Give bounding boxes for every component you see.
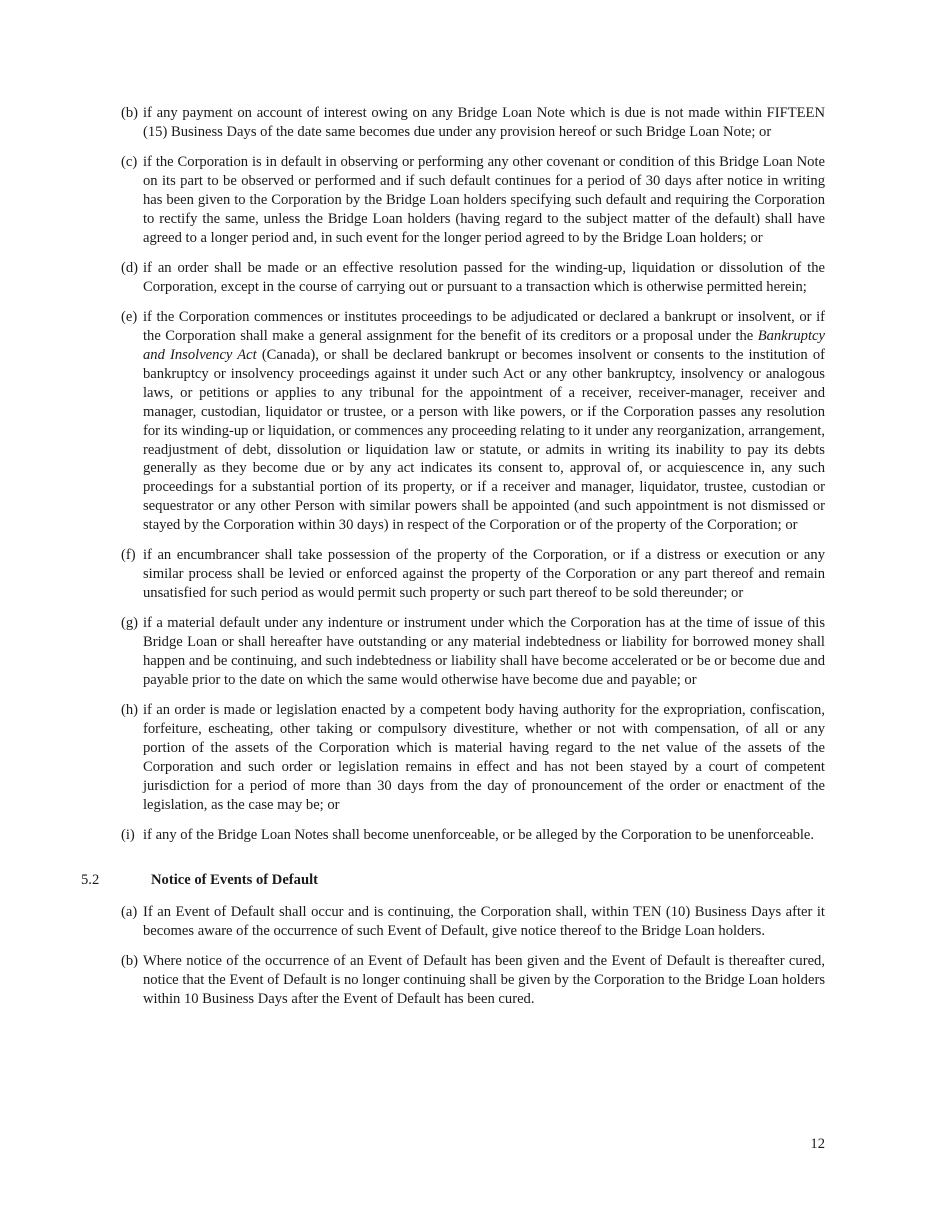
clause-f — [103, 546, 825, 603]
clause-text: if an order is made or legislation enacted by a competent body having authority for the expropriation, confiscation, forfeiture, escheating, other taking or compulsory divestiture, whether or not with compensation, of all or any portion of the assets of the Corporation which is material having regard to the net value of the assets of the Corporation and such order or legislation remains in effect and has not been stayed by a court of competent jurisdiction for a period of more than 30 days from the day of pronouncement of the order or enactment of the legislation, as the case may be; or — [143, 702, 825, 813]
clause-marker: (b) — [121, 105, 139, 121]
clause-d — [103, 259, 825, 297]
clause-marker: (i) — [121, 826, 135, 843]
clause-text: if any of the Bridge Loan Notes shall become unenforceable, or be alleged by the Corporation to be unenforceable. — [143, 826, 815, 843]
clause-text: if an order shall be made or an effective resolution passed for the winding-up, liquidation or dissolution of the Corporation, except in the course of carrying out or pursuant to a transaction which is otherwise permitted herein; — [143, 259, 825, 295]
page-number: 12 — [810, 1136, 825, 1153]
clause-e — [103, 308, 825, 536]
clause-text — [143, 308, 825, 536]
events-of-default-clause-list — [103, 104, 825, 845]
section-heading-5-2 — [81, 871, 825, 890]
clause-text: if a material default under any indenture or instrument under which the Corporation has at the time of issue of this Bridge Loan or shall hereafter have outstanding or any material indebtedness or liability for borrowed money shall happen and be continuing, and such indebtedness or liability shall have become accelerated or be or become due and payable prior to the date on which the same would otherwise have become due and payable; or — [143, 615, 825, 689]
clause-text: if an encumbrancer shall take possession of the property of the Corporation, or if a distress or execution or any similar process shall be levied or enforced against the property of the Corporation or any part thereof and remain unsatisfied for such period as would permit such property or such part thereof to be sold thereunder; or — [143, 547, 825, 602]
clause-text-part-2: (Canada), or shall be declared bankrupt or becomes insolvent or consents to the institution of bankruptcy or insolvency proceedings against it under such Act or any other bankruptcy, insolvency or analogous laws, or petitions or applies to any tribunal for the appointment of a receiver, receiver-manager, receiver and manager, custodian, liquidator or trustee, or a person with like powers, or if the Corporation passes any resolution for its winding-up or liquidation, or commences any proceeding relating to it under any reorganization, arrangement, readjustment of debt, dissolution or liquidation law or statute, or admits in writing its inability to pay its debts generally as they become due or by any act indicates its consent to, approval of, or acquiescence in, any such proceedings for a substantial portion of its property, or if a receiver and manager, liquidator, trustee, custodian or sequestrator or any other Person with similar powers shall be appointed (and such appointment is not dismissed or stayed by the Corporation within 30 days) in respect of the Corporation or of the property of the Corporation; or — [143, 346, 826, 534]
section-number: 5.2 — [81, 871, 100, 888]
clause-marker: (d) — [121, 259, 139, 276]
section-5-2-clause-list — [103, 903, 825, 1009]
clause-b — [103, 104, 825, 142]
clause-text: If an Event of Default shall occur and is continuing, the Corporation shall, within TEN (10) Business Days after it becomes aware of the occurrence of such Event of Default, give notice thereof to the Bridge Loan holders. — [143, 903, 825, 939]
section-clause-a — [103, 903, 825, 941]
clause-text-part-1: if the Corporation commences or institutes proceedings to be adjudicated or declared a bankrupt or insolvent, or if the Corporation shall make a general assignment for the benefit of its creditors or a proposal under the — [143, 308, 825, 344]
clause-marker: (a) — [121, 903, 138, 920]
clause-marker: (c) — [121, 153, 138, 170]
clause-text: if any payment on account of interest owing on any Bridge Loan Note which is due is not made within FIFTEEN (15) Business Days of the date same becomes due under any provision hereof or such Bridge Loan Note; or — [143, 105, 825, 140]
clause-h — [103, 701, 825, 815]
clause-marker: (e) — [121, 308, 138, 325]
section-clause-b — [103, 952, 825, 1009]
clause-marker: (f) — [121, 547, 136, 564]
clause-c — [103, 153, 825, 248]
clause-marker: (g) — [121, 615, 139, 632]
clause-i — [103, 826, 825, 845]
clause-marker: (b) — [121, 952, 139, 969]
clause-text: if the Corporation is in default in observing or performing any other covenant or condition of this Bridge Loan Note on its part to be observed or performed and if such default continues for a period of 30 days after notice in writing has been given to the Corporation by the Bridge Loan holders specifying such default and requiring the Corporation to rectify the same, unless the Bridge Loan holders (having regard to the subject matter of the default) shall have agreed to a longer period and, in such event for the longer period agreed to by the Bridge Loan holders; or — [143, 153, 825, 246]
clause-text: Where notice of the occurrence of an Event of Default has been given and the Event of Default is thereafter cured, notice that the Event of Default is no longer continuing shall be given by the Corporation to the Bridge Loan holders within 10 Business Days after the Event of Default has been cured. — [143, 952, 825, 1007]
clause-marker: (h) — [121, 702, 139, 719]
clause-g — [103, 614, 825, 690]
section-title: Notice of Events of Default — [151, 871, 318, 888]
statute-name: Bankruptcy and Insolvency Act — [143, 327, 825, 363]
